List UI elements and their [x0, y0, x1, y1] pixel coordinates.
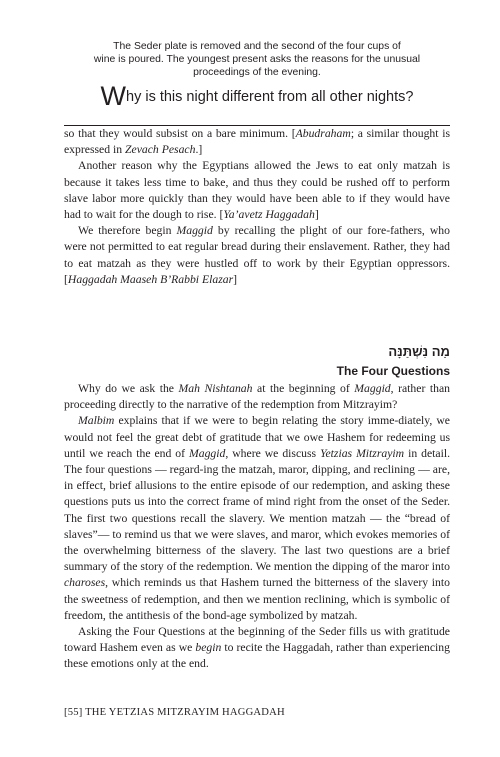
section-heading: The Four Questions	[336, 364, 450, 378]
page-number: [55]	[64, 707, 83, 718]
instruction-line: proceedings of the evening.	[193, 67, 321, 78]
instruction-line: wine is poured. The youngest present asks the reasons for the unusual	[93, 54, 421, 65]
book-page	[64, 0, 450, 757]
drop-cap: W	[100, 81, 126, 111]
seder-instruction	[64, 40, 450, 79]
paragraph: Another reason why the Egyptians allowed the Jews to eat only matzah is because it takes less time to bake, and thus they could be rushed off to perform slave labor more quickly than they would have been able to if they would have had to wait for the dough to rise. [Ya’avetz Haggadah]	[64, 159, 450, 222]
paragraph: We therefore begin Maggid by recalling the plight of our fore-fathers, who were not permitted to eat regular bread during their enslavement. Rather, they had to eat matzah as they were hustled off to work by their Egyptian oppressors. [Haggadah Maaseh B’Rabbi Elazar]	[64, 224, 450, 286]
page-footer	[64, 706, 450, 719]
paragraph: so that they would subsist on a bare minimum. [Abudraham; a similar thought is expressed in Zevach Pesach.]	[64, 127, 450, 157]
hebrew-heading: מַה נִּשְׁתַּנָּה	[388, 344, 450, 359]
running-title: THE YETZIAS MITZRAYIM HAGGADAH	[85, 707, 285, 718]
commentary-section-2	[64, 381, 450, 673]
instruction-line: The Seder plate is removed and the second of the four cups of	[113, 41, 401, 52]
paragraph: Asking the Four Questions at the beginning of the Seder fills us with gratitude toward Hashem even as we begin to recite the Haggadah, rather than experiencing these emotions only at the end.	[64, 625, 450, 671]
paragraph: Malbim explains that if we were to begin relating the story imme-diately, we would not feel the great debt of gratitude that we owe Hashem for redeeming us until we reach the end of Maggid, where we discuss Yetzias Mitzrayim in detail. The four questions — regard-ing the matzah, maror, dipping, and reclining — are, in effect, brief allusions to the entire episode of our redemption, and asking these questions puts us into the correct frame of mind right from the onset of the Seder. The first two questions recall the slavery. We mention matzah — the “bread of slaves”— to remind us that we were slaves, and maror, which evokes memories of the overwhelming bitterness of the slavery. The last two questions are a brief summary of the story of the redemption. We mention the dipping of the maror into charoses, which reminds us that Hashem turned the bitterness of the slavery into the sweetness of redemption, and then we mention reclining, which is symbolic of freedom, the antithesis of the bond-age symbolized by matzah.	[64, 414, 451, 622]
commentary-section-1	[64, 126, 450, 288]
paragraph: Why do we ask the Mah Nishtanah at the beginning of Maggid, rather than proceeding directly to the narrative of the redemption from Mitzrayim?	[64, 382, 450, 412]
question-text: hy is this night different from all other nights?	[126, 89, 414, 105]
main-question	[64, 81, 450, 111]
